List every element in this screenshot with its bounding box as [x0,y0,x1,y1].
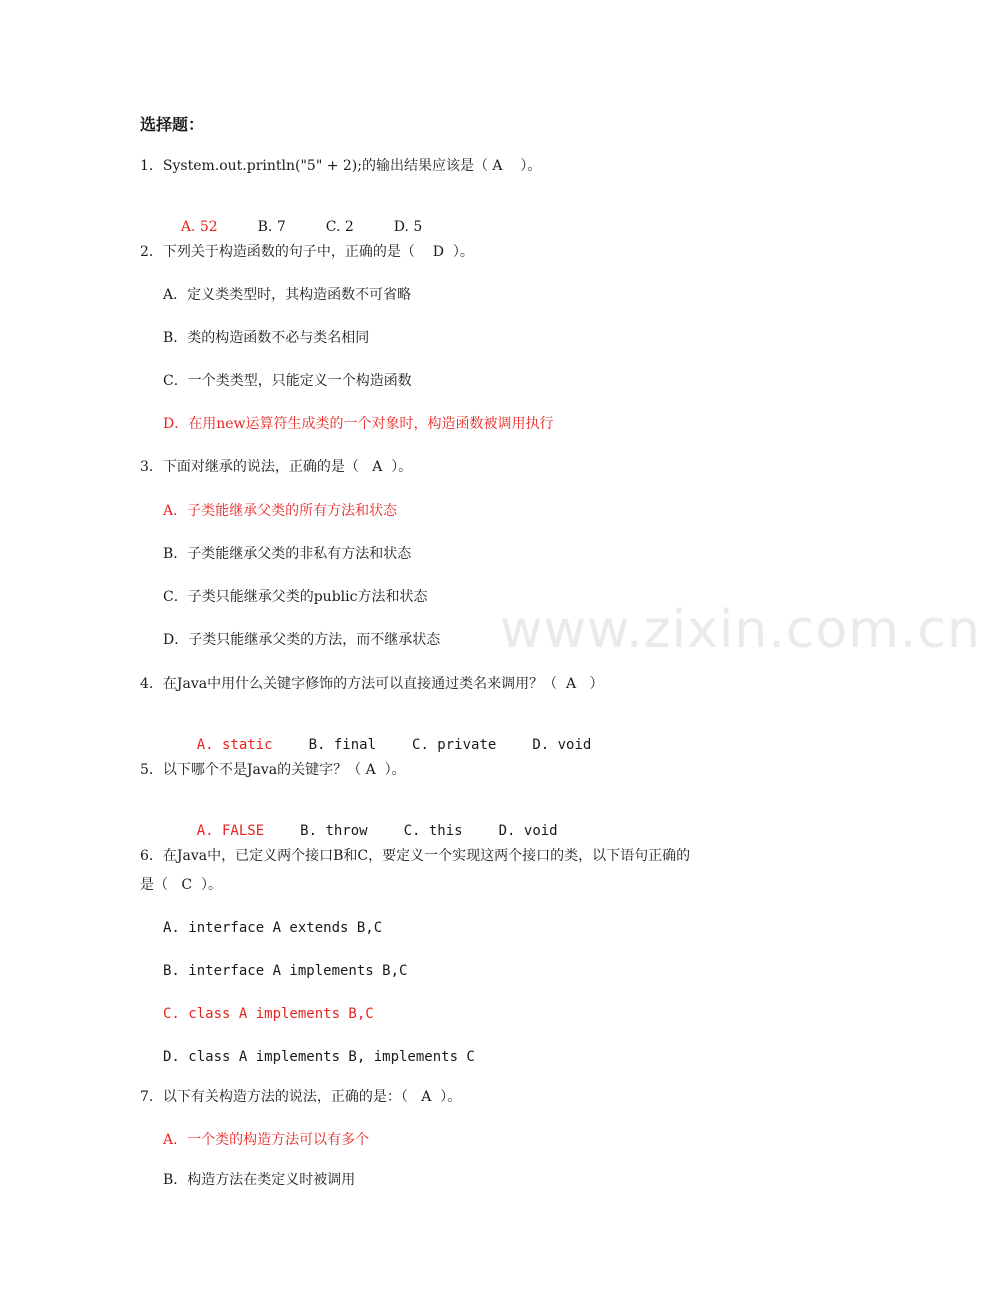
question-6-line-2: 是（ C ）。 [140,877,222,893]
question-3: 3．下面对继承的说法，正确的是（ A ）。 [140,459,413,475]
option-b: B. throw [300,823,368,839]
question-2-option-b: B．类的构造函数不必与类名相同 [163,330,370,346]
question-2-option-d: D．在用new运算符生成类的一个对象时，构造函数被调用执行 [163,416,554,432]
question-6-option-b: B. interface A implements B,C [163,963,408,979]
option-c: C. this [403,823,463,839]
question-3-option-c: C．子类只能继承父类的public方法和状态 [163,589,428,605]
question-7-option-a: A．一个类的构造方法可以有多个 [163,1132,370,1148]
question-3-option-d: D．子类只能继承父类的方法，而不继承状态 [163,632,441,648]
question-1: 1．System.out.println("5" + 2);的输出结果应该是（ A ）。 [140,158,542,174]
option-b: B. final [308,737,377,753]
question-3-option-a: A．子类能继承父类的所有方法和状态 [163,503,398,519]
option-a: A. 52 [180,219,218,235]
option-a: A. FALSE [196,823,265,839]
option-a: A. static [196,737,273,753]
section-title: 选择题： [140,115,205,134]
question-6-option-a: A. interface A extends B,C [163,920,383,936]
question-7: 7．以下有关构造方法的说法，正确的是：（ A ）。 [140,1089,462,1105]
question-2-option-c: C．一个类类型，只能定义一个构造函数 [163,373,412,389]
option-c: C. 2 [325,219,354,235]
question-2: 2．下列关于构造函数的句子中，正确的是（ D ）。 [140,244,474,260]
option-d: D. 5 [393,219,423,235]
option-b: B. 7 [257,219,286,235]
option-d: D. void [532,737,592,753]
watermark: www.zixin.com.cn [500,600,981,660]
question-5: 5．以下哪个不是Java的关键字？（ A ）。 [140,762,406,778]
question-7-option-b: B．构造方法在类定义时被调用 [163,1172,356,1188]
question-3-option-b: B．子类能继承父类的非私有方法和状态 [163,546,412,562]
option-d: D. void [498,823,558,839]
question-6-option-d: D. class A implements B, implements C [163,1049,475,1065]
question-6-line-1: 6．在Java中，已定义两个接口B和C，要定义一个实现这两个接口的类，以下语句正确的 [140,848,691,864]
question-2-option-a: A．定义类类型时，其构造函数不可省略 [163,287,412,303]
question-4: 4．在Java中用什么关键字修饰的方法可以直接通过类名来调用？（ A ） [140,676,604,692]
question-6-option-c: C. class A implements B,C [163,1006,374,1022]
option-c: C. private [412,737,497,753]
